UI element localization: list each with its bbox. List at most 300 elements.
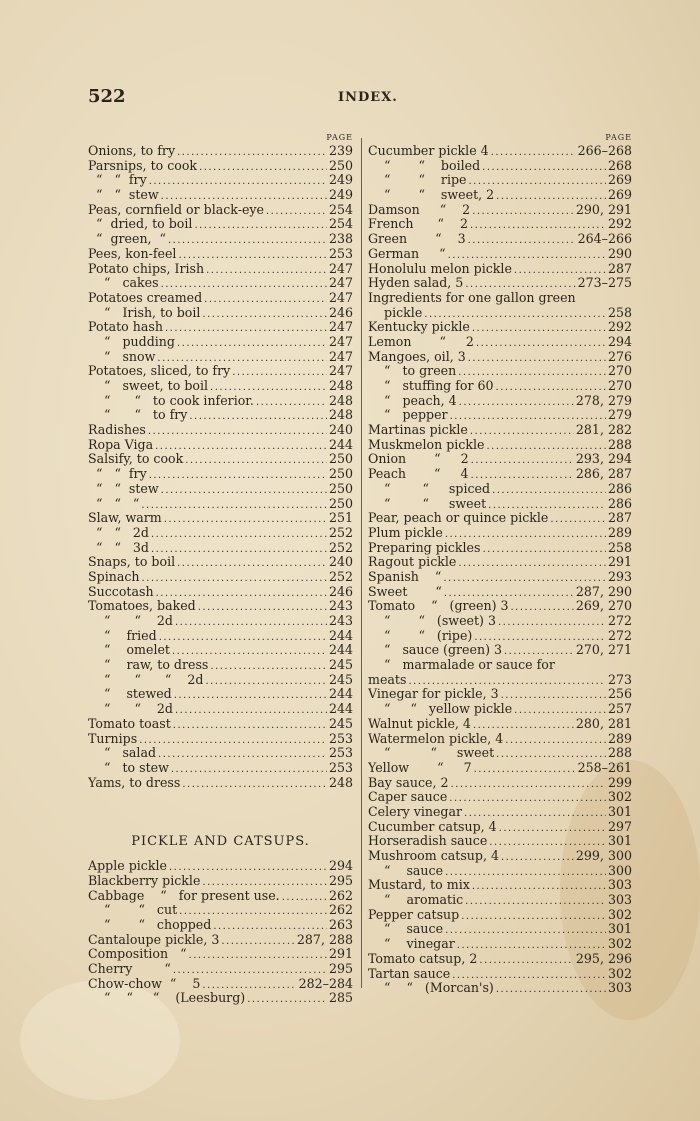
entry-label: “ “ boiled bbox=[368, 158, 481, 173]
leader-dots bbox=[159, 631, 327, 644]
entry-page-number: 243 bbox=[328, 599, 353, 614]
index-entry bbox=[88, 144, 353, 159]
index-entry bbox=[368, 967, 632, 982]
index-entry bbox=[368, 922, 632, 937]
entry-page-number: 302 bbox=[607, 937, 632, 952]
leader-dots bbox=[247, 993, 327, 1006]
entry-label: Tomato catsup, 2 bbox=[368, 951, 478, 966]
entry-page-number: 287 bbox=[607, 261, 632, 276]
entry-page-number: 291 bbox=[328, 947, 353, 962]
entry-page-number: 293, 294 bbox=[575, 452, 632, 467]
entry-page-number: 248 bbox=[328, 408, 353, 423]
page-number: 522 bbox=[88, 86, 126, 107]
index-entry bbox=[88, 188, 353, 203]
leader-dots bbox=[550, 513, 606, 526]
index-entry bbox=[368, 291, 632, 306]
entry-label: Hyden salad, 5 bbox=[368, 276, 464, 291]
index-entry bbox=[368, 908, 632, 923]
entry-label: pickle bbox=[368, 305, 423, 320]
leader-dots bbox=[198, 601, 327, 614]
entry-page-number: 252 bbox=[328, 569, 353, 584]
entry-label: “ cakes bbox=[88, 276, 159, 291]
entry-page-number: 252 bbox=[328, 525, 353, 540]
leader-dots bbox=[514, 704, 606, 717]
leader-dots bbox=[206, 264, 327, 277]
entry-label: “ “ 2d bbox=[88, 525, 149, 540]
entry-label: Caper sauce bbox=[368, 790, 448, 805]
entry-page-number: 247 bbox=[328, 349, 353, 364]
leader-dots bbox=[221, 935, 295, 948]
leader-dots bbox=[445, 866, 606, 879]
index-entry bbox=[368, 247, 632, 262]
entry-label: Bay sauce, 2 bbox=[368, 775, 449, 790]
leader-dots bbox=[496, 983, 606, 996]
index-entry bbox=[368, 423, 632, 438]
leader-dots bbox=[468, 352, 606, 365]
leader-dots bbox=[179, 905, 327, 918]
leader-dots bbox=[158, 748, 327, 761]
entry-label: Mushroom catsup, 4 bbox=[368, 849, 499, 863]
index-entry bbox=[368, 702, 632, 717]
entry-label: “ “ cut bbox=[88, 903, 178, 918]
leader-dots bbox=[492, 484, 606, 497]
index-entry bbox=[88, 247, 353, 262]
entry-page-number: 294 bbox=[607, 334, 632, 349]
leader-dots bbox=[448, 249, 606, 262]
entry-page-number: 240 bbox=[328, 555, 353, 570]
entry-label: Cucumber pickle 4 bbox=[368, 144, 489, 158]
leader-dots bbox=[459, 396, 574, 409]
index-entry bbox=[88, 933, 353, 948]
entry-label: Watermelon pickle, 4 bbox=[368, 731, 504, 746]
leader-dots bbox=[232, 366, 327, 379]
leader-dots bbox=[470, 425, 574, 438]
leader-dots bbox=[498, 616, 606, 629]
entry-label: Ingredients for one gallon green bbox=[368, 290, 576, 305]
entry-page-number: 276 bbox=[607, 349, 632, 364]
entry-label: Chow-chow “ 5 bbox=[88, 976, 201, 991]
entry-page-number: 246 bbox=[328, 305, 353, 320]
entry-page-number: 269, 270 bbox=[575, 599, 632, 614]
entry-page-number: 249 bbox=[328, 188, 353, 203]
entry-label: Celery vinegar bbox=[368, 804, 463, 819]
entry-page-number: 295 bbox=[328, 873, 353, 888]
entry-page-number: 249 bbox=[328, 173, 353, 188]
index-entry bbox=[368, 320, 632, 335]
entry-label: Cabbage “ for present use. bbox=[88, 888, 280, 903]
entry-page-number: 253 bbox=[328, 760, 353, 775]
entry-label: “ salad bbox=[88, 746, 157, 761]
entry-label: “ “ chopped bbox=[88, 918, 212, 932]
index-list bbox=[368, 144, 632, 996]
leader-dots bbox=[168, 234, 327, 247]
index-entry bbox=[88, 859, 353, 874]
entry-label: “ snow bbox=[88, 349, 156, 364]
index-entry bbox=[88, 746, 353, 761]
entry-page-number: 272 bbox=[607, 614, 632, 628]
entry-page-number: 297 bbox=[607, 819, 632, 834]
leader-dots bbox=[213, 920, 327, 933]
entry-label: Green “ 3 bbox=[368, 232, 466, 247]
leader-dots bbox=[451, 778, 606, 791]
entry-label: Spanish “ bbox=[368, 569, 442, 584]
entry-label: “ Irish, to boil bbox=[88, 305, 201, 320]
index-entry bbox=[88, 438, 353, 453]
leader-dots bbox=[445, 528, 606, 541]
leader-dots bbox=[174, 689, 327, 702]
section-gap bbox=[88, 790, 353, 825]
index-entry bbox=[368, 864, 632, 879]
entry-label: meats bbox=[368, 672, 407, 687]
entry-label: “ “ fry bbox=[88, 173, 147, 188]
entry-label: Pear, peach or quince pickle bbox=[368, 511, 549, 526]
entry-label: Potatoes creamed bbox=[88, 290, 203, 305]
entry-label: “ to stew bbox=[88, 760, 169, 775]
entry-label: “ peach, 4 bbox=[368, 393, 457, 408]
entry-label: Muskmelon pickle bbox=[368, 437, 485, 452]
leader-dots bbox=[177, 337, 327, 350]
index-entry bbox=[368, 820, 632, 835]
leader-dots bbox=[457, 939, 606, 952]
index-entry bbox=[368, 746, 632, 761]
entry-page-number: 301 bbox=[607, 922, 632, 937]
leader-dots bbox=[449, 792, 606, 805]
entry-label: “ stuffing for 60 bbox=[368, 379, 494, 393]
leader-dots bbox=[202, 979, 296, 992]
entry-label: Salsify, to cook bbox=[88, 452, 184, 467]
entry-page-number: 303 bbox=[607, 878, 632, 893]
leader-dots bbox=[464, 807, 606, 820]
leader-dots bbox=[175, 616, 327, 629]
entry-label: “ “ 3d bbox=[88, 540, 149, 555]
leader-dots bbox=[474, 631, 606, 644]
entry-page-number: 273–275 bbox=[577, 276, 632, 291]
leader-dots bbox=[424, 308, 606, 321]
entry-page-number: 244 bbox=[328, 628, 353, 643]
index-entry bbox=[88, 585, 353, 600]
entry-page-number: 299, 300 bbox=[575, 849, 632, 863]
entry-label: Ragout pickle bbox=[368, 555, 457, 570]
entry-page-number: 282–284 bbox=[298, 976, 353, 991]
index-entry bbox=[368, 687, 632, 702]
index-entry bbox=[368, 188, 632, 203]
index-entry bbox=[368, 452, 632, 467]
entry-label: Blackberry pickle bbox=[88, 873, 201, 888]
leader-dots bbox=[471, 454, 574, 467]
index-entry bbox=[368, 555, 632, 570]
index-entry bbox=[368, 276, 632, 291]
leader-dots bbox=[256, 396, 327, 409]
entry-page-number: 244 bbox=[328, 437, 353, 452]
index-entry bbox=[368, 467, 632, 482]
entry-page-number: 269 bbox=[607, 188, 632, 203]
index-entry bbox=[368, 614, 632, 629]
entry-label: Potato hash bbox=[88, 320, 163, 335]
leader-dots bbox=[408, 675, 606, 688]
entry-label: Radishes bbox=[88, 423, 146, 438]
entry-label: “ “ ripe bbox=[368, 173, 467, 188]
entry-page-number: 269 bbox=[607, 173, 632, 188]
entry-page-number: 254 bbox=[328, 217, 353, 232]
index-entry bbox=[368, 526, 632, 541]
entry-page-number: 289 bbox=[607, 731, 632, 746]
leader-dots bbox=[496, 190, 606, 203]
index-entry bbox=[88, 408, 353, 423]
leader-dots bbox=[504, 645, 574, 658]
index-entry bbox=[88, 276, 353, 291]
entry-label: Tomato toast bbox=[88, 716, 171, 731]
leader-dots bbox=[444, 587, 574, 600]
leader-dots bbox=[149, 175, 327, 188]
leader-dots bbox=[205, 675, 327, 688]
leader-dots bbox=[142, 572, 327, 585]
index-entry bbox=[368, 232, 632, 247]
leader-dots bbox=[499, 822, 606, 835]
entry-page-number: 288 bbox=[607, 437, 632, 452]
entry-page-number: 246 bbox=[328, 584, 353, 599]
leader-dots bbox=[177, 146, 327, 159]
index-entry bbox=[368, 878, 632, 893]
entry-label: Mustard, to mix bbox=[368, 878, 470, 893]
entry-label: “ to green bbox=[368, 364, 457, 379]
entry-page-number: 248 bbox=[328, 775, 353, 790]
entry-label: “ “ 2d bbox=[88, 614, 173, 628]
leader-dots bbox=[173, 719, 327, 732]
entry-page-number: 245 bbox=[328, 672, 353, 687]
entry-page-number: 287, 288 bbox=[296, 932, 353, 947]
entry-page-number: 303 bbox=[607, 981, 632, 996]
entry-label: “ “ (Morcan's) bbox=[368, 981, 494, 996]
entry-label: Martinas pickle bbox=[368, 423, 468, 438]
leader-dots bbox=[511, 601, 574, 614]
entry-page-number: 253 bbox=[328, 731, 353, 746]
leader-dots bbox=[157, 352, 327, 365]
entry-page-number: 263 bbox=[328, 918, 353, 932]
page-column-label: PAGE bbox=[605, 133, 632, 142]
entry-label: “ pepper bbox=[368, 408, 448, 423]
entry-label: “ vinegar bbox=[368, 937, 455, 952]
entry-page-number: 286, 287 bbox=[575, 467, 632, 482]
index-entry bbox=[88, 452, 353, 467]
index-entry bbox=[88, 776, 353, 791]
leader-dots bbox=[445, 924, 606, 937]
index-entry bbox=[88, 991, 353, 1006]
leader-dots bbox=[443, 572, 606, 585]
index-entry bbox=[88, 555, 353, 570]
entry-page-number: 291 bbox=[607, 555, 632, 570]
entry-label: Honolulu melon pickle bbox=[368, 261, 512, 276]
entry-label: Sweet “ bbox=[368, 584, 442, 599]
entry-page-number: 247 bbox=[328, 320, 353, 335]
index-entry bbox=[368, 541, 632, 556]
index-entry bbox=[88, 526, 353, 541]
index-entry bbox=[88, 203, 353, 218]
leader-dots bbox=[149, 469, 327, 482]
entry-label: Peas, cornfield or black-eye bbox=[88, 202, 264, 217]
leader-dots bbox=[496, 748, 606, 761]
index-entry bbox=[368, 629, 632, 644]
entry-page-number: 247 bbox=[328, 276, 353, 291]
entry-label: Slaw, warm bbox=[88, 511, 162, 526]
index-entry bbox=[88, 673, 353, 688]
index-entry bbox=[368, 805, 632, 820]
index-entry bbox=[88, 379, 353, 394]
leader-dots bbox=[171, 763, 327, 776]
entry-label: Turnips bbox=[88, 731, 138, 746]
leader-dots bbox=[173, 964, 327, 977]
entry-label: Damson “ 2 bbox=[368, 202, 471, 217]
entry-label: “ “ sweet bbox=[368, 496, 487, 511]
leader-dots bbox=[501, 851, 574, 864]
entry-label: Peach “ 4 bbox=[368, 467, 469, 482]
index-entry bbox=[88, 570, 353, 585]
leader-dots bbox=[194, 219, 327, 232]
entry-page-number: 295, 296 bbox=[575, 951, 632, 966]
leader-dots bbox=[468, 234, 576, 247]
index-entry bbox=[368, 834, 632, 849]
leader-dots bbox=[470, 219, 606, 232]
entry-label: “ omelet bbox=[88, 643, 170, 658]
entry-page-number: 290, 291 bbox=[575, 202, 632, 217]
entry-page-number: 279 bbox=[607, 408, 632, 423]
entry-page-number: 286 bbox=[607, 481, 632, 496]
index-entry bbox=[368, 482, 632, 497]
leader-dots bbox=[141, 499, 327, 512]
entry-label: Lemon “ 2 bbox=[368, 334, 474, 349]
index-entry bbox=[88, 874, 353, 889]
leader-dots bbox=[182, 778, 327, 791]
index-entry bbox=[368, 173, 632, 188]
entry-label: “ sauce bbox=[368, 863, 444, 878]
leader-dots bbox=[452, 969, 606, 982]
entry-page-number: 294 bbox=[328, 859, 353, 874]
entry-label: French “ 2 bbox=[368, 217, 468, 232]
entry-page-number: 288 bbox=[607, 746, 632, 761]
leader-dots bbox=[165, 322, 327, 335]
index-entry bbox=[88, 291, 353, 306]
entry-label: Mangoes, oil, 3 bbox=[368, 349, 466, 364]
entry-page-number: 262 bbox=[328, 888, 353, 903]
leader-dots bbox=[282, 891, 327, 904]
index-entry bbox=[88, 335, 353, 350]
entry-page-number: 251 bbox=[328, 511, 353, 526]
left-index-column bbox=[88, 132, 353, 1006]
entry-label: Tartan sauce bbox=[368, 966, 451, 981]
entry-page-number: 245 bbox=[328, 658, 353, 673]
entry-label: Potato chips, Irish bbox=[88, 261, 205, 276]
index-entry bbox=[368, 497, 632, 512]
leader-dots bbox=[450, 410, 606, 423]
index-entry bbox=[88, 629, 353, 644]
index-entry bbox=[88, 511, 353, 526]
leader-dots bbox=[471, 469, 574, 482]
entry-label: Plum pickle bbox=[368, 525, 443, 540]
entry-page-number: 299 bbox=[607, 775, 632, 790]
index-entry bbox=[368, 350, 632, 365]
entry-page-number: 272 bbox=[607, 628, 632, 643]
entry-label: “ stewed bbox=[88, 687, 172, 702]
entry-label: “ “ to cook inferior. bbox=[88, 393, 254, 408]
index-entry bbox=[368, 776, 632, 791]
right-index-column bbox=[368, 132, 632, 996]
entry-label: “ “ (ripe) bbox=[368, 628, 473, 643]
index-entry bbox=[88, 541, 353, 556]
entry-label: “ aromatic bbox=[368, 893, 464, 908]
index-entry bbox=[368, 217, 632, 232]
index-entry bbox=[88, 217, 353, 232]
entry-page-number: 264–266 bbox=[577, 232, 632, 247]
entry-label: Pees, kon-feel bbox=[88, 246, 177, 261]
entry-page-number: 252 bbox=[328, 540, 353, 555]
entry-page-number: 270, 271 bbox=[575, 643, 632, 658]
entry-page-number: 280, 281 bbox=[575, 716, 632, 731]
index-entry bbox=[88, 702, 353, 717]
entry-page-number: 244 bbox=[328, 702, 353, 717]
entry-label: Composition “ bbox=[88, 947, 187, 962]
index-entry bbox=[88, 687, 353, 702]
entry-page-number: 301 bbox=[607, 834, 632, 849]
entry-page-number: 244 bbox=[328, 643, 353, 658]
entry-label: Cucumber catsup, 4 bbox=[368, 819, 497, 834]
entry-page-number: 253 bbox=[328, 246, 353, 261]
index-entry bbox=[368, 306, 632, 321]
index-entry bbox=[88, 320, 353, 335]
index-entry bbox=[88, 947, 353, 962]
entry-page-number: 256 bbox=[607, 687, 632, 702]
index-entry bbox=[368, 379, 632, 394]
index-entry bbox=[88, 889, 353, 904]
index-entry bbox=[88, 614, 353, 629]
leader-dots bbox=[469, 175, 606, 188]
entry-page-number: 247 bbox=[328, 364, 353, 379]
leader-dots bbox=[489, 836, 606, 849]
entry-label: Potatoes, sliced, to fry bbox=[88, 364, 231, 379]
entry-label: “ sauce bbox=[368, 922, 444, 937]
entry-page-number: 238 bbox=[328, 232, 353, 247]
leader-dots bbox=[266, 205, 327, 218]
entry-label: Ropa Viga bbox=[88, 437, 154, 452]
entry-page-number: 278, 279 bbox=[575, 393, 632, 408]
entry-page-number: 268 bbox=[607, 158, 632, 173]
leader-dots bbox=[482, 543, 605, 556]
leader-dots bbox=[458, 366, 606, 379]
entry-label: Cherry “ bbox=[88, 962, 171, 977]
leader-dots bbox=[199, 161, 327, 174]
entry-page-number: 244 bbox=[328, 687, 353, 702]
entry-label: Yams, to dress bbox=[88, 775, 181, 790]
entry-label: Preparing pickles bbox=[368, 540, 481, 555]
leader-dots bbox=[204, 293, 327, 306]
entry-label: Vinegar for pickle, 3 bbox=[368, 687, 499, 702]
leader-dots bbox=[139, 734, 327, 747]
entry-page-number: 243 bbox=[328, 614, 353, 628]
index-entry bbox=[88, 394, 353, 409]
entry-label: “ raw, to dress bbox=[88, 658, 209, 673]
entry-label: German “ bbox=[368, 246, 446, 261]
leader-dots bbox=[161, 278, 327, 291]
entry-page-number: 292 bbox=[607, 217, 632, 232]
index-entry bbox=[368, 585, 632, 600]
index-entry bbox=[368, 159, 632, 174]
index-entry bbox=[88, 467, 353, 482]
index-entry bbox=[88, 232, 353, 247]
leader-dots bbox=[474, 763, 576, 776]
entry-page-number: 239 bbox=[328, 144, 353, 158]
entry-label: “ “ stew bbox=[88, 188, 159, 203]
entry-page-number: 247 bbox=[328, 334, 353, 349]
entry-label: Onions, to fry bbox=[88, 144, 176, 158]
index-entry bbox=[368, 262, 632, 277]
